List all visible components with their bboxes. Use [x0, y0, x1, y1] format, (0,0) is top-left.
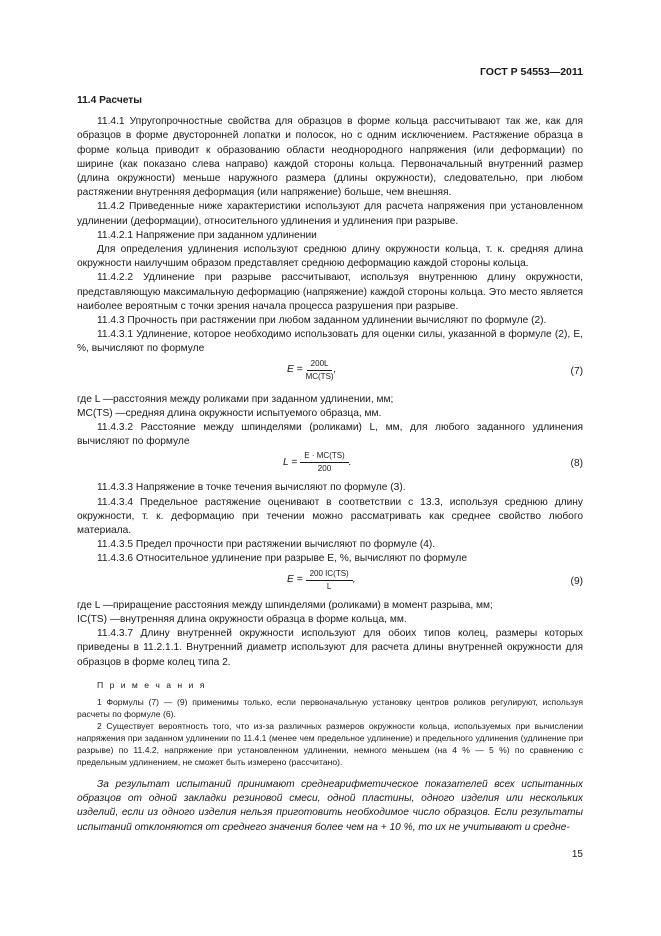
formula-tail: . — [348, 456, 352, 468]
paragraph: 11.4.3.3 Напряжение в точке течения вычисляют по формуле (3). — [97, 482, 406, 494]
section-title: 11.4 Расчеты — [77, 95, 142, 106]
paragraph: 11.4.3.6 Относительное удлинение при разрыве E, %, вычисляют по формуле — [97, 553, 467, 565]
definition — [77, 407, 583, 421]
definition-text: средняя длина окружности испытуемого образца, мм. — [125, 407, 382, 419]
formula-number: (9) — [570, 575, 583, 587]
formula-denominator: MC(TS) — [305, 371, 334, 381]
definition-text: расстояния между роликами при заданном удлинении, мм; — [113, 393, 394, 405]
definition-text: приращение расстояния между шпинделями (роликами) в момент разрыва, мм; — [113, 599, 493, 611]
formula-numerator: E · MC(TS) — [300, 451, 348, 463]
paragraph: 11.4.3.2 Расстояние между шпинделями (роликами) L, мм, для любого заданного удлинения вычисляют по формуле — [77, 422, 583, 448]
definition-symbol: MC(TS) — — [77, 407, 126, 419]
formula-denominator: 200 — [317, 464, 332, 474]
definition — [77, 393, 583, 407]
formula-denominator: L — [326, 581, 332, 591]
formula-7 — [77, 357, 583, 393]
formula-tail: , — [333, 364, 337, 376]
paragraph: 11.4.3.5 Предел прочности при растяжении вычисляют по формуле (4). — [97, 539, 436, 551]
definition-symbol: где L — — [77, 599, 114, 611]
paragraph: 11.4.1 Упругопрочностные свойства для образцов в форме кольца рассчитывают так же, как для образцов в форме двусторонней лопатки и полосок, но с одним исключением. Растяжение образца в форме кольца приводит к образованию области неоднородного напряжения (или деформации) по ширине (как показано слева направо) каждой стороны кольца. Первоначальный внутренний размер (длина окружности) меньше наружного размера (длины окружности), следовательно, при любом растяжении внутренняя деформация (или напряжение) больше, чем внешняя. — [77, 116, 583, 199]
formula-9 — [77, 567, 583, 599]
paragraph: 11.4.2 Приведенные ниже характеристики используют для расчета напряжения при установленном удлинении (деформации), относительного удлинения и удлинения при разрыве. — [77, 201, 583, 227]
note: 2 Существует вероятность того, что из-за различных размеров окружности кольца, используемых при вычислении напряжения при заданном удлинении по 11.4.1 (менее чем предельное удлинение) и предельного удлинения (удлинение при разрыве) по 11.4.2, напряжение при установленном удлинении, немного меньшем (на 4 % — 5 %) по сравнению с предельным удлинением, не сможет быть измерено (рассчитано). — [77, 720, 583, 767]
paragraph: 11.4.2.2 Удлинение при разрыве рассчитывают, используя внутреннюю длину окружности, представляющую максимальную деформацию (напряжение) каждой стороны кольца. Это место является наиболее вероятным с точки зрения начала процесса разрушения при разрыве. — [77, 272, 583, 312]
page-number: 15 — [571, 849, 583, 860]
paragraph: 11.4.3.7 Длину внутренней окружности используют для обоих типов колец, размеры которых приведены в 11.2.1.1. Внутренний диаметр используют для расчета длины внутренней окружности для образцов в форме колец типа 2. — [77, 628, 583, 668]
paragraph: 11.4.2.1 Напряжение при заданном удлинении — [97, 229, 317, 241]
paragraph: 11.4.3.1 Удлинение, которое необходимо использовать для оценки силы, указанной в формуле (2), E, %, вычисляют по формуле — [77, 329, 583, 355]
formula-numerator: 200 IC(TS) — [306, 569, 353, 581]
formula-8 — [77, 449, 583, 481]
formula-number: (8) — [570, 458, 583, 470]
definition — [77, 613, 583, 627]
paragraph: Для определения удлинения используют среднюю длину окружности кольца, т. к. средняя длина окружности наилучшим образом представляет среднюю деформацию каждой стороны кольца. — [77, 244, 583, 270]
document-header: ГОСТ Р 54553—2011 — [479, 66, 583, 78]
paragraph: За результат испытаний принимают среднеарифметическое показателей всех испытанных образцов от одной закладки резиновой смеси, одной пластины, одного изделия или нескольких изделий, если из одного изделия нельзя приготовить необходимое число образцов. Если результаты испытаний отклоняются от среднего значения более чем на + 10 %, то их не учитывают и средне- — [77, 778, 583, 833]
definition-symbol: IC(TS) — — [77, 613, 121, 625]
definition — [77, 599, 583, 613]
paragraph: 11.4.3 Прочность при растяжении при любом заданном удлинении вычисляют по формуле (2). — [97, 315, 547, 327]
document-body — [77, 94, 583, 835]
formula-lhs: E = — [287, 574, 303, 586]
definition-symbol: где L — — [77, 393, 114, 405]
note: 1 Формулы (7) — (9) применимы только, если первоначальную установку центров роликов регулируют, используя расчеты по формуле (6). — [77, 696, 583, 719]
formula-numerator: 200L — [307, 359, 333, 371]
paragraph: 11.4.3.4 Предельное растяжение оценивают в соответствии с 13.3, используя среднюю длину окружности, т. к. деформацию при течении можно рассматривать как среднее свойство любого материала. — [77, 496, 583, 537]
formula-lhs: E = — [287, 364, 303, 376]
formula-lhs: L = — [283, 456, 298, 468]
definition-text: внутренняя длина окружности образца в форме кольца, мм. — [120, 613, 407, 625]
notes-title: П р и м е ч а н и я — [97, 679, 207, 690]
formula-tail: , — [352, 574, 356, 586]
formula-number: (7) — [570, 365, 583, 377]
